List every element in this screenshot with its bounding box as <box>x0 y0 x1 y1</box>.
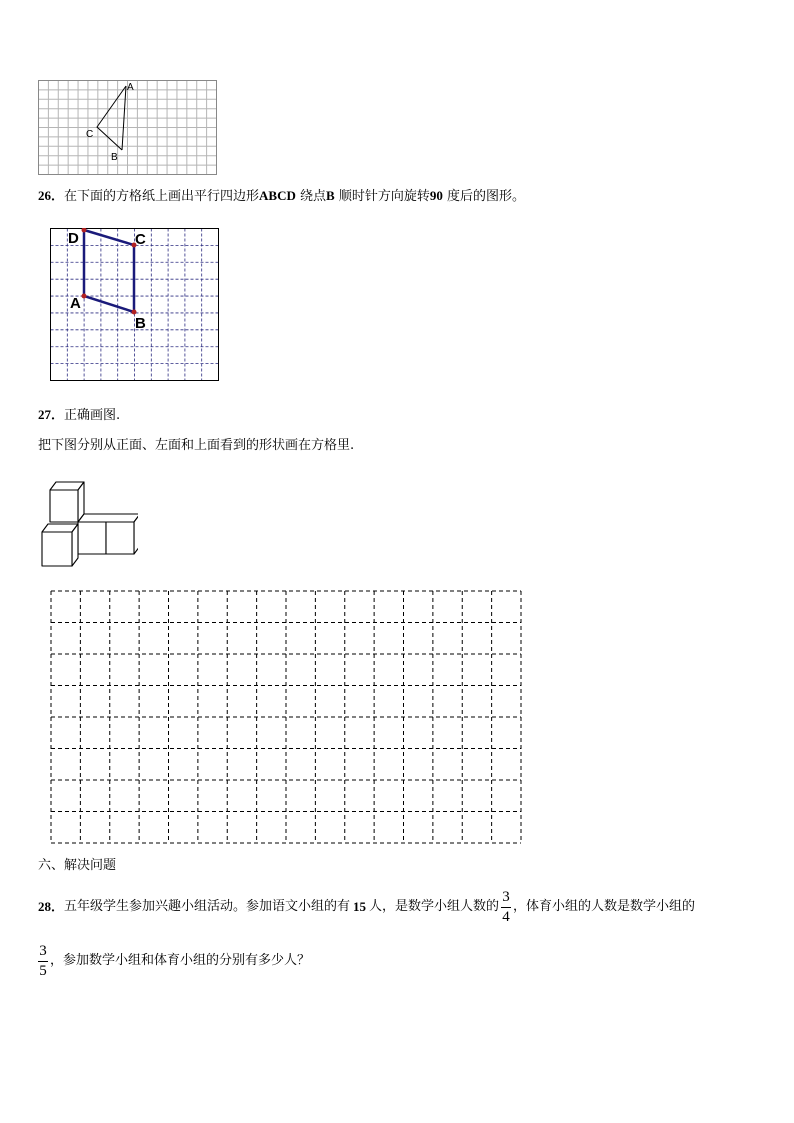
label-d: D <box>68 230 79 247</box>
triangle-label-a: A <box>127 82 134 93</box>
question-text-4: ，参加数学小组和体育小组的分别有多少人？ <box>50 953 311 968</box>
question-27-title <box>38 407 120 424</box>
question-text-3: 顺时针方向旋转 <box>338 189 430 204</box>
question-title: 正确画图. <box>64 408 121 423</box>
question-28-line-1 <box>38 888 695 926</box>
parallelogram-grid-figure <box>50 228 220 383</box>
question-text-3: ，体育小组的人数是数学小组的 <box>513 899 696 914</box>
question-text-2: 人，是数学小组人数的 <box>369 899 500 914</box>
parallelogram-abcd <box>84 230 134 312</box>
triangle-grid-svg <box>38 80 218 176</box>
triangle-label-c: C <box>86 129 94 140</box>
question-text-1: 在下面的方格纸上画出平行四边形 <box>64 189 260 204</box>
question-28-line-2 <box>38 942 310 980</box>
question-text-2: 绕点 <box>300 189 327 204</box>
question-number: 26． <box>38 188 65 203</box>
label-a: A <box>70 295 81 312</box>
question-text-abcd: ABCD <box>259 188 296 203</box>
triangle-grid-figure <box>38 80 218 176</box>
cube-stack-svg <box>38 476 138 570</box>
fraction-three-quarters <box>501 890 511 925</box>
parallelogram-grid-svg <box>50 228 220 383</box>
section-6-title: 六、解决问题 <box>38 858 117 873</box>
fraction-denominator: 5 <box>39 962 47 979</box>
question-text-4: 度后的图形。 <box>447 189 526 204</box>
fraction-three-fifths <box>38 944 48 979</box>
point-a <box>82 294 87 299</box>
question-27-instruction: 把下图分别从正面、左面和上面看到的形状画在方格里. <box>38 438 355 453</box>
answer-grid-svg <box>50 590 522 844</box>
fraction-numerator: 3 <box>39 942 47 959</box>
label-c: C <box>135 231 146 248</box>
question-number-15: 15 <box>353 899 367 914</box>
triangle-label-b: B <box>111 152 118 163</box>
question-26 <box>38 188 525 205</box>
question-text-degree: 90 <box>429 188 443 203</box>
label-b: B <box>135 315 146 332</box>
point-b <box>132 310 137 315</box>
cube-stack-figure <box>38 476 138 570</box>
question-text-point: B <box>326 188 335 203</box>
question-number: 28． <box>38 899 65 914</box>
fraction-numerator: 3 <box>502 888 510 905</box>
answer-grid[interactable] <box>50 590 522 844</box>
question-number: 27． <box>38 407 65 422</box>
question-text-1: 五年级学生参加兴趣小组活动。参加语文小组的有 <box>64 899 351 914</box>
fraction-denominator: 4 <box>502 908 510 925</box>
